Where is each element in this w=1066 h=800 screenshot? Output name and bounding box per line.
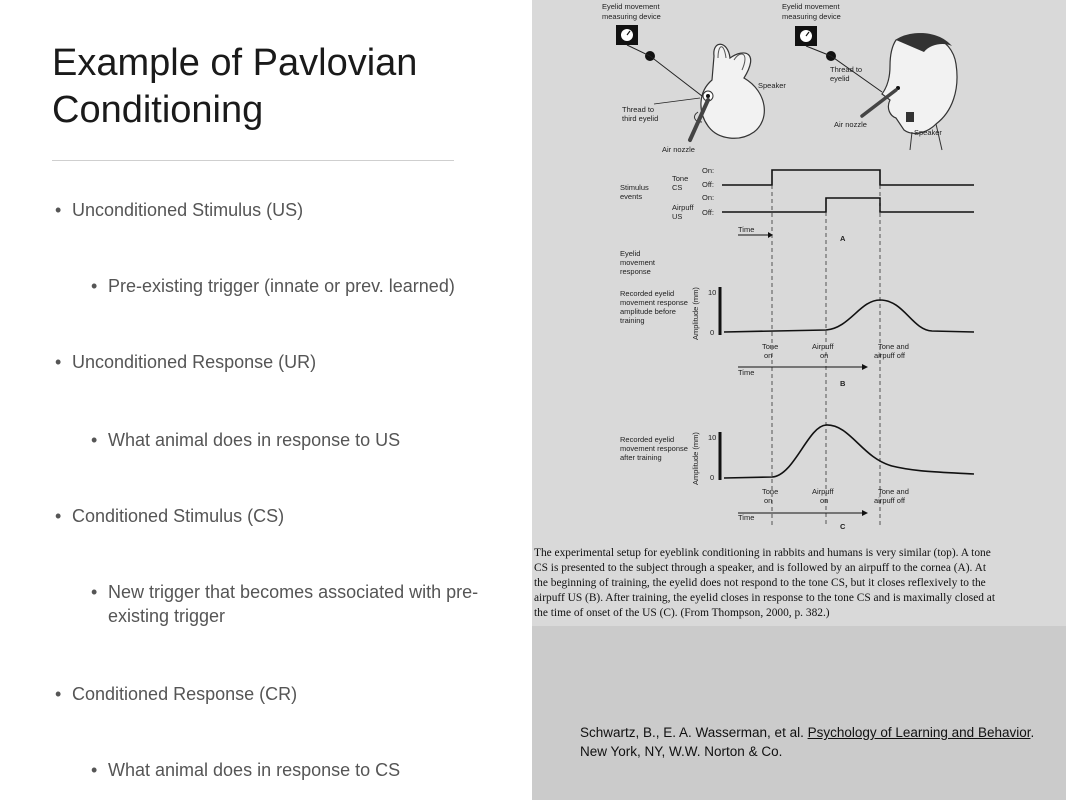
after-training-label: after training <box>620 453 662 462</box>
bullet-text: Pre-existing trigger (innate or prev. learned) <box>108 276 455 296</box>
tick-label: 0 <box>710 328 715 337</box>
bullet-cr <box>55 682 512 706</box>
tone-airpuff-off-label: Tone and <box>878 487 909 496</box>
air-nozzle-label: Air nozzle <box>834 120 867 129</box>
airpuff-us-label: US <box>672 212 683 221</box>
bullet-cs-detail <box>91 580 513 628</box>
bullet-cs <box>55 504 512 528</box>
caption-line: CS is presented to the subject through a speaker, and is followed by an airpuff to the cornea (A). At <box>534 562 986 574</box>
before-training-label: training <box>620 316 645 325</box>
airpuff-on-label: on <box>820 496 829 505</box>
time-label: Time <box>738 225 755 234</box>
stimulus-events-label: events <box>620 192 643 201</box>
tone-on-label: Tone <box>762 342 779 351</box>
thread-label: Thread to <box>622 105 655 114</box>
tone-on-label: on <box>764 496 773 505</box>
tick-label: 10 <box>708 288 717 297</box>
bullet-text: New trigger that becomes associated with pre-existing trigger <box>108 582 479 626</box>
caption-line: the beginning of training, the eyelid does not respond to the tone CS, but it closes reflexively to the <box>534 577 986 589</box>
airpuff-on-label: Airpuff <box>812 487 834 496</box>
title-divider <box>52 160 454 161</box>
after-training-label: Recorded eyelid <box>620 435 675 444</box>
tone-airpuff-off-label: airpuff off <box>874 496 905 505</box>
bullet-dot: • <box>55 506 62 526</box>
thread-label: Thread to <box>830 65 863 74</box>
before-training-label: amplitude before <box>620 307 676 316</box>
bullet-ur-detail <box>91 428 528 452</box>
speaker-icon <box>906 112 914 122</box>
bullet-text: Unconditioned Response (UR) <box>72 352 317 372</box>
figure-panel <box>532 0 1066 800</box>
bullet-dot: • <box>55 200 62 220</box>
eyelid-response-label: movement <box>620 258 656 267</box>
tone-on-label: on <box>764 351 773 360</box>
tone-airpuff-off-label: airpuff off <box>874 351 905 360</box>
before-training-label: movement response <box>620 298 688 307</box>
rabbit-device-label: Eyelid movement <box>602 2 660 11</box>
bullet-us-detail <box>91 274 528 298</box>
caption-line: the time of onset of the US (C). (From Thompson, 2000, p. 382.) <box>534 607 830 619</box>
citation-book-title: Psychology of Learning and Behavior <box>807 725 1031 740</box>
bullet-dot: • <box>91 430 98 450</box>
panel-b-label: B <box>840 379 846 388</box>
citation-publisher: . New York, NY, W.W. Norton & Co. <box>580 725 1035 759</box>
bullet-dot: • <box>91 582 98 602</box>
eyeblink-conditioning-figure <box>532 0 1066 630</box>
bullet-us <box>55 198 512 222</box>
bullet-dot: • <box>55 352 62 372</box>
eyelid-response-label: Eyelid <box>620 249 641 258</box>
bullet-dot: • <box>91 276 98 296</box>
bullet-dot: • <box>55 684 62 704</box>
human-device-label: measuring device <box>782 12 841 21</box>
panel-a-label: A <box>840 234 846 243</box>
tone-airpuff-off-label: Tone and <box>878 342 909 351</box>
speaker-label: Speaker <box>758 81 786 90</box>
bullet-text: What animal does in response to CS <box>108 760 401 780</box>
citation <box>580 723 1040 761</box>
airpuff-on-label: Airpuff <box>812 342 834 351</box>
tick-label: 0 <box>710 473 715 482</box>
stimulus-events-label: Stimulus <box>620 183 649 192</box>
tone-on-label: Tone <box>762 487 779 496</box>
thread-label: third eyelid <box>622 114 659 123</box>
bullet-cr-detail <box>91 758 528 782</box>
time-label: Time <box>738 368 755 377</box>
off-label: Off: <box>702 208 714 217</box>
rabbit-device-label: measuring device <box>602 12 661 21</box>
air-nozzle-label: Air nozzle <box>662 145 695 154</box>
slide-title: Example of Pavlovian Conditioning <box>52 42 418 131</box>
tone-cs-label: Tone <box>672 174 689 183</box>
airpuff-us-label: Airpuff <box>672 203 694 212</box>
bullet-dot: • <box>91 760 98 780</box>
bullet-ur <box>55 350 512 374</box>
on-label: On: <box>702 166 715 175</box>
tick-label: 10 <box>708 433 717 442</box>
figure-background <box>532 0 1066 626</box>
bullet-text: Conditioned Stimulus (CS) <box>72 506 285 526</box>
time-label: Time <box>738 513 755 522</box>
amplitude-axis-label: Amplitude (mm) <box>691 287 700 340</box>
after-training-label: movement response <box>620 444 688 453</box>
airpuff-on-label: on <box>820 351 829 360</box>
bullet-text: Unconditioned Stimulus (US) <box>72 200 304 220</box>
bullet-text: Conditioned Response (CR) <box>72 684 298 704</box>
panel-c-label: C <box>840 522 846 531</box>
on-label: On: <box>702 193 715 202</box>
citation-authors: Schwartz, B., E. A. Wasserman, et al. <box>580 725 808 740</box>
amplitude-axis-label: Amplitude (mm) <box>691 432 700 485</box>
eyelid-response-label: response <box>620 267 651 276</box>
before-training-label: Recorded eyelid <box>620 289 675 298</box>
tone-cs-label: CS <box>672 183 683 192</box>
thread-label: eyelid <box>830 74 850 83</box>
human-device-label: Eyelid movement <box>782 2 840 11</box>
bullet-text: What animal does in response to US <box>108 430 401 450</box>
caption-line: airpuff US (B). After training, the eyelid closes in response to the tone CS and is maximally closed at <box>534 592 996 604</box>
speaker-label: Speaker <box>914 128 942 137</box>
caption-line: The experimental setup for eyeblink conditioning in rabbits and humans is very similar (top). A tone <box>534 547 991 559</box>
off-label: Off: <box>702 180 714 189</box>
